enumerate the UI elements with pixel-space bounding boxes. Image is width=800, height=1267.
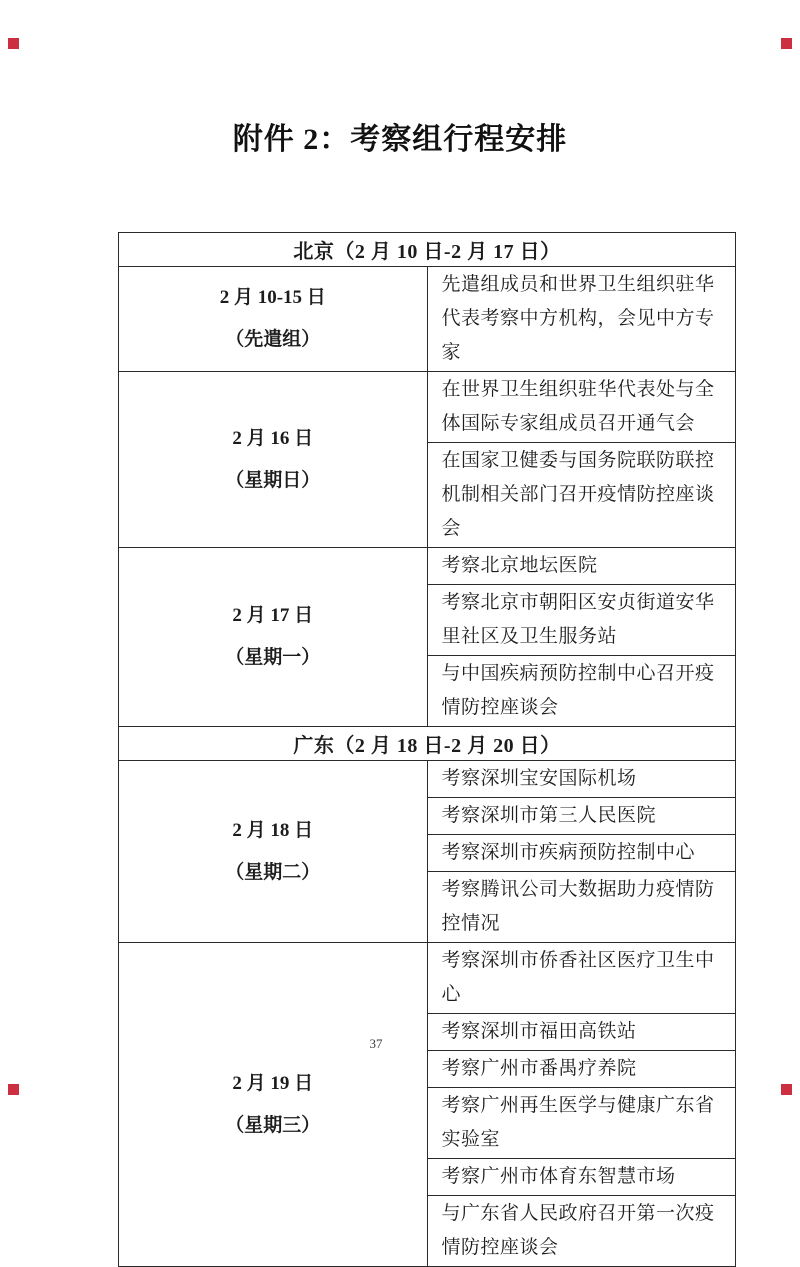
activity-cell: 与广东省人民政府召开第一次疫情防控座谈会	[427, 1196, 736, 1267]
weekday-text: （先遣组）	[225, 329, 321, 350]
activity-cell: 与中国疾病预防控制中心召开疫情防控座谈会	[427, 656, 736, 727]
itinerary-table	[118, 232, 736, 1267]
activity-cell: 先遣组成员和世界卫生组织驻华代表考察中方机构，会见中方专家	[427, 267, 736, 372]
activity-cell: 考察广州市体育东智慧市场	[427, 1159, 736, 1196]
activity-cell: 考察深圳市疾病预防控制中心	[427, 835, 736, 872]
date-cell	[119, 548, 428, 727]
activity-cell: 考察深圳市第三人民医院	[427, 798, 736, 835]
activity-cell: 考察深圳宝安国际机场	[427, 761, 736, 798]
activity-cell: 在世界卫生组织驻华代表处与全体国际专家组成员召开通气会	[427, 372, 736, 443]
page-title: 附件 2：考察组行程安排	[232, 123, 568, 156]
activity-cell: 考察腾讯公司大数据助力疫情防控情况	[427, 872, 736, 943]
activity-cell: 考察深圳市侨香社区医疗卫生中心	[427, 943, 736, 1014]
date-cell	[119, 267, 428, 372]
table-row	[119, 943, 736, 1014]
weekday-text: （星期二）	[225, 861, 321, 883]
section-header-row	[119, 233, 736, 267]
table-row	[119, 548, 736, 585]
table-row	[119, 267, 736, 372]
date-text: 2 月 19 日	[232, 1072, 314, 1094]
date-text: 2 月 18 日	[232, 819, 314, 841]
page-number: 37	[369, 1036, 383, 1051]
date-text: 2 月 16 日	[232, 427, 314, 449]
date-cell	[119, 943, 428, 1267]
section-header: 广东（2 月 18 日-2 月 20 日）	[119, 727, 736, 761]
activity-cell: 考察北京市朝阳区安贞街道安华里社区及卫生服务站	[427, 585, 736, 656]
date-cell	[119, 761, 428, 943]
weekday-text: （星期三）	[225, 1114, 321, 1136]
weekday-text: （星期一）	[225, 647, 321, 668]
corner-marker-top-right	[781, 38, 792, 49]
corner-marker-bottom-left	[8, 1084, 19, 1095]
corner-marker-top-left	[8, 38, 19, 49]
activity-cell: 考察广州再生医学与健康广东省实验室	[427, 1088, 736, 1159]
table-row	[119, 761, 736, 798]
table-row	[119, 372, 736, 443]
corner-marker-bottom-right	[781, 1084, 792, 1095]
date-text: 2 月 17 日	[232, 605, 314, 626]
section-header: 北京（2 月 10 日-2 月 17 日）	[119, 233, 736, 267]
activity-cell: 考察深圳市福田高铁站	[427, 1014, 736, 1051]
date-text: 2 月 10-15 日	[219, 287, 326, 308]
section-header-row	[119, 727, 736, 761]
activity-cell: 考察北京地坛医院	[427, 548, 736, 585]
weekday-text: （星期日）	[225, 469, 321, 491]
date-cell	[119, 372, 428, 548]
activity-cell: 考察广州市番禺疗养院	[427, 1051, 736, 1088]
activity-cell: 在国家卫健委与国务院联防联控机制相关部门召开疫情防控座谈会	[427, 443, 736, 548]
